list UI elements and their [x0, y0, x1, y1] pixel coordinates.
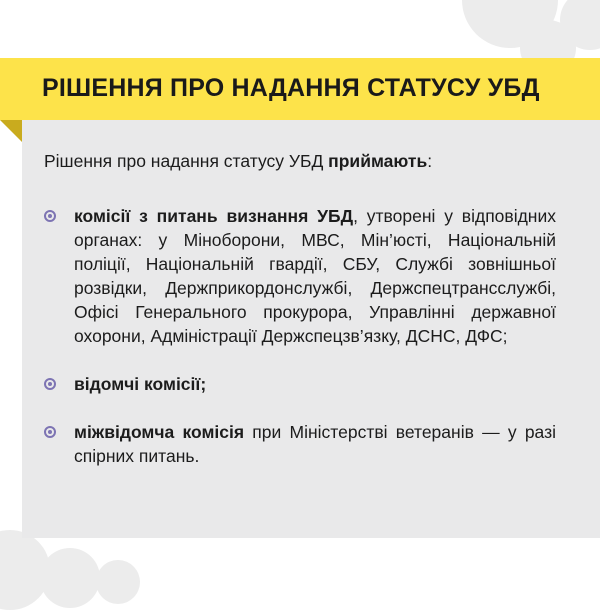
item-text: , утворені у відповідних органах: у Міноборони, МВС, Мін’юсті, Національній поліції, Національній гвардії, СБУ, Службі зовнішньої розвідки, Держприкордонслужбі, Держспецтрансслужбі, Офісі Генерального прокурора, Управлінні державної охорони, Адміністрації Держспецзв’язку, ДСНС, ДФС; — [74, 206, 556, 346]
item-bold: комісії з питань визнання УБД — [74, 206, 354, 226]
list-item — [44, 420, 556, 468]
decor-circle — [96, 560, 140, 604]
list-item — [44, 372, 556, 396]
decor-circle — [40, 548, 100, 608]
item-text: при Міністерстві ветеранів — у разі спірних питань. — [74, 422, 556, 466]
banner-fold — [0, 120, 22, 142]
decision-makers-list — [44, 204, 556, 468]
intro-text — [44, 150, 432, 172]
bullet-icon — [44, 426, 56, 438]
page-title: РІШЕННЯ ПРО НАДАННЯ СТАТУСУ УБД — [42, 74, 540, 102]
list-item — [44, 204, 556, 348]
item-bold: міжвідомча комісія — [74, 422, 245, 442]
bullet-icon — [44, 210, 56, 222]
intro-lead: Рішення про надання статусу УБД — [44, 151, 329, 171]
intro-bold: приймають — [328, 151, 428, 171]
item-bold: відомчі комісії; — [74, 374, 207, 394]
bullet-icon — [44, 378, 56, 390]
intro-end: : — [427, 151, 433, 171]
